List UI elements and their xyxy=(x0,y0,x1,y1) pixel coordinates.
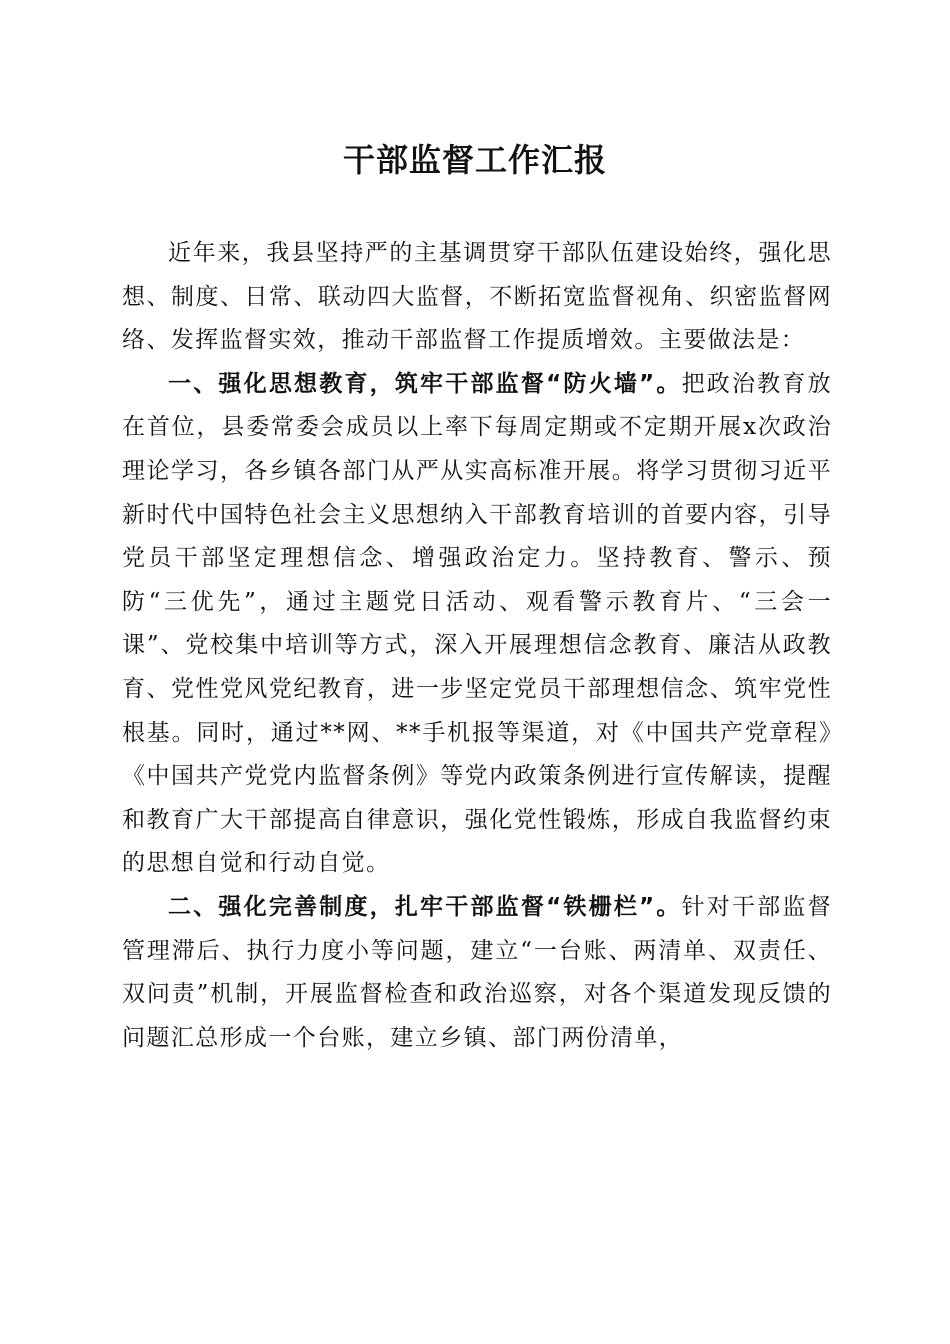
paragraph-intro-text: 近年来，我县坚持严的主基调贯穿干部队伍建设始终，强化思想、制度、日常、联动四大监督，不断拓宽监督视角、织密监督网络、发挥监督实效，推动干部监督工作提质增效。主要做法是： xyxy=(122,240,832,354)
paragraph-section-1 xyxy=(122,363,832,886)
document-title: 干部监督工作汇报 xyxy=(342,141,607,179)
document-body xyxy=(122,232,832,1060)
section-1-heading: 一、强化思想教育，筑牢干部监督“防火墙”。 xyxy=(168,370,682,397)
section-1-text: 把政治教育放在首位，县委常委会成员以上率下每周定期或不定期开展x次政治理论学习，各乡镇各部门从严从实高标准开展。将学习贯彻习近平新时代中国特色社会主义思想纳入干部教育培训的首要内容，引导党员干部坚定理想信念、增强政治定力。坚持教育、警示、预防“三优先”，通过主题党日活动、观看警示教育片、“三会一课”、党校集中培训等方式，深入开展理想信念教育、廉洁从政教育、党性党风党纪教育，进一步坚定党员干部理想信念、筑牢党性根基。同时，通过**网、**手机报等渠道，对《中国共产党章程》《中国共产党党内监督条例》等党内政策条例进行宣传解读，提醒和教育广大干部提高自律意识，强化党性锻炼，形成自我监督约束的思想自觉和行动自觉。 xyxy=(122,370,832,877)
paragraph-section-2 xyxy=(122,886,832,1060)
section-2-text: 针对干部监督管理滞后、执行力度小等问题，建立“一台账、两清单、双责任、双问责”机制，开展监督检查和政治巡察，对各个渠道发现反馈的问题汇总形成一个台账，建立乡镇、部门两份清单， xyxy=(122,893,832,1051)
paragraph-intro xyxy=(122,232,832,363)
section-2-heading: 二、强化完善制度，扎牢干部监督“铁栅栏”。 xyxy=(168,893,682,920)
